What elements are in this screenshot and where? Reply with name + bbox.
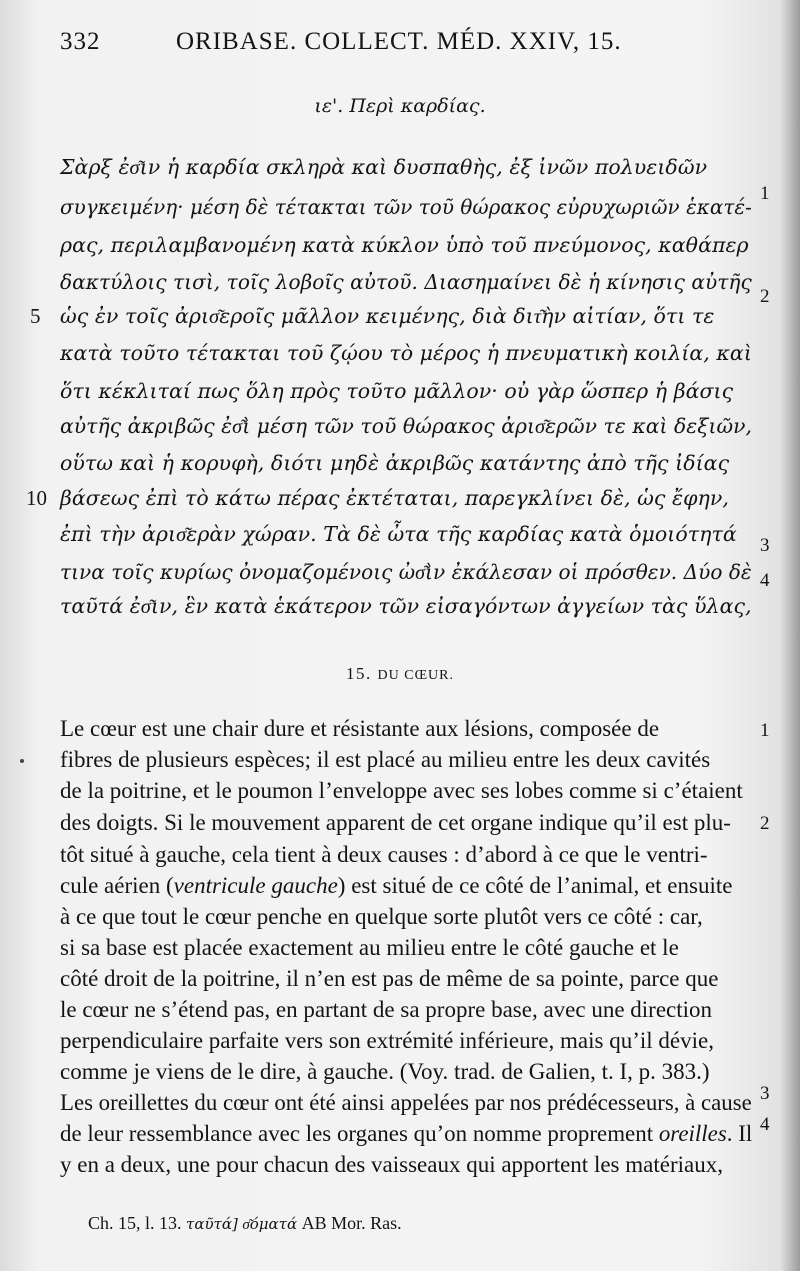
line-number: 10 (26, 486, 47, 510)
greek-line: συγκειμένη· μέση δὲ τέτακται τῶν τοῦ θώρακος εὐρυχωριῶν ἑκατέ- (60, 195, 752, 219)
margin-section-number: 4 (760, 1114, 770, 1135)
french-section-title (0, 664, 800, 684)
greek-line: ὅτι κέκλιταί πως ὅλη πρὸς τοῦτο μᾶλλον· οὐ γὰρ ὥσπερ ἡ βάσις (60, 379, 734, 403)
french-line: de la poitrine, et le poumon l’enveloppe avec ses lobes comme si c’étaient (60, 778, 743, 803)
french-line: tôt situé à gauche, cela tient à deux causes : d’abord à ce que le ventri- (60, 842, 708, 867)
french-line: Le cœur est une chair dure et résistante aux lésions, composée de (60, 716, 660, 741)
greek-line: ρας, περιλαμβανομένη κατὰ κύκλον ὑπὸ τοῦ πνεύμονος, καθάπερ (60, 233, 749, 257)
greek-line: βάσεως ἐπὶ τὸ κάτω πέρας ἐκτέταται, παρεγκλίνει δὲ, ὡς ἔφην, (60, 486, 729, 510)
greek-line: Σὰρξ ἐσ͂ιν ἡ καρδία σκληρὰ καὶ δυσπαθὴς, ἐξ ἰνῶν πολυειδῶν (60, 155, 708, 179)
greek-line: αὐτῆς ἀκριβῶς ἐσ͂ὶ μέση τῶν τοῦ θώρακος ἀρισ͂ερῶν τε καὶ δεξιῶν, (60, 414, 753, 438)
emphasis: ventricule gauche (173, 873, 338, 898)
french-line: fibres de plusieurs espèces; il est placé au milieu entre les deux cavités (60, 747, 711, 772)
french-line: y en a deux, une pour chacun des vaisseaux qui apportent les matériaux, (60, 1152, 723, 1177)
french-line: des doigts. Si le mouvement apparent de cet organe indique qu’il est plu- (60, 810, 731, 835)
emphasis: oreilles (658, 1121, 727, 1146)
greek-line: δακτύλοις τισὶ, τοῖς λοβοῖς αὐτοῦ. Διασημαίνει δὲ ἡ κίνησις αὐτῆς (60, 270, 752, 294)
page-header (60, 28, 660, 62)
greek-line: ταῦτά ἐσ͂ιν, ἓν κατὰ ἑκάτερον τῶν εἰσαγόντων ἀγγείων τὰς ὕλας, (60, 594, 752, 618)
greek-line: ὡς ἐν τοῖς ἀρισ͂εροῖς μᾶλλον κειμένης, διὰ διτ͂ὴν αἰτίαν, ὅτι τε (60, 304, 715, 328)
margin-section-number: 3 (760, 1083, 770, 1104)
greek-line: κατὰ τοῦτο τέτακται τοῦ ζῴου τὸ μέρος ἡ πνευματικὴ κοιλία, καὶ (60, 341, 752, 365)
french-line: perpendiculaire parfaite vers son extrémité inférieure, mais qu’il dévie, (60, 1028, 714, 1053)
margin-section-number: 2 (760, 813, 770, 834)
french-line: comme je viens de le dire, à gauche. (Voy. trad. de Galien, t. I, p. 383.) (60, 1059, 710, 1084)
running-title: ORIBASE. COLLECT. MÉD. XXIV, 15. (176, 28, 622, 55)
footnote-lemma: ταῦτά] (186, 1215, 238, 1233)
page-number: 332 (60, 28, 101, 55)
margin-section-number: 4 (760, 570, 770, 591)
greek-line: οὕτω καὶ ἡ κορυφὴ, διότι μηδὲ ἀκριβῶς κατάντης ἀπὸ τῆς ἰδίας (60, 451, 730, 475)
margin-section-number: 1 (760, 183, 770, 204)
greek-line: ἐπὶ τὴν ἀρισ͂ερὰν χώραν. Τὰ δὲ ὦτα τῆς καρδίας κατὰ ὁμοιότητά (60, 522, 737, 546)
french-line: si sa base est placée exactement au milieu entre le côté gauche et le (60, 935, 679, 960)
french-line: Les oreillettes du cœur ont été ainsi appelées par nos prédécesseurs, à cause (60, 1090, 752, 1115)
greek-line: τινα τοῖς κυρίως ὀνομαζομένοις ὠσ͂ὶν ἐκάλεσαν οἱ πρόσθεν. Δύο δὲ (60, 560, 752, 584)
french-title-text: DU CŒUR. (377, 668, 454, 683)
french-title-number: 15. (346, 664, 372, 683)
french-line: à ce que tout le cœur penche en quelque sorte plutôt vers ce côté : car, (60, 904, 703, 929)
french-line: côté droit de la poitrine, il n’en est pas de même de sa pointe, parce que (60, 966, 719, 991)
margin-section-number: 2 (760, 286, 770, 307)
margin-section-number: 3 (760, 535, 770, 556)
french-line: cule aérien (ventricule gauche) est situé de ce côté de l’animal, et ensuite (60, 873, 733, 898)
french-line: le cœur ne s’étend pas, en partant de sa propre base, avec une direction (60, 997, 713, 1022)
footnote-reference: Ch. 15, l. 13. (88, 1213, 182, 1233)
footnote-variant: σ͂όματά (242, 1215, 298, 1233)
footnote-sources: AB Mor. Ras. (301, 1213, 402, 1233)
ink-speck (20, 759, 24, 763)
footnote (88, 1213, 402, 1234)
line-number: 5 (30, 304, 41, 328)
greek-section-title: ιε'. Περὶ καρδίας. (314, 95, 486, 117)
margin-section-number: 1 (760, 720, 770, 741)
french-line: de leur ressemblance avec les organes qu’on nomme proprement oreilles. Il (60, 1121, 753, 1146)
